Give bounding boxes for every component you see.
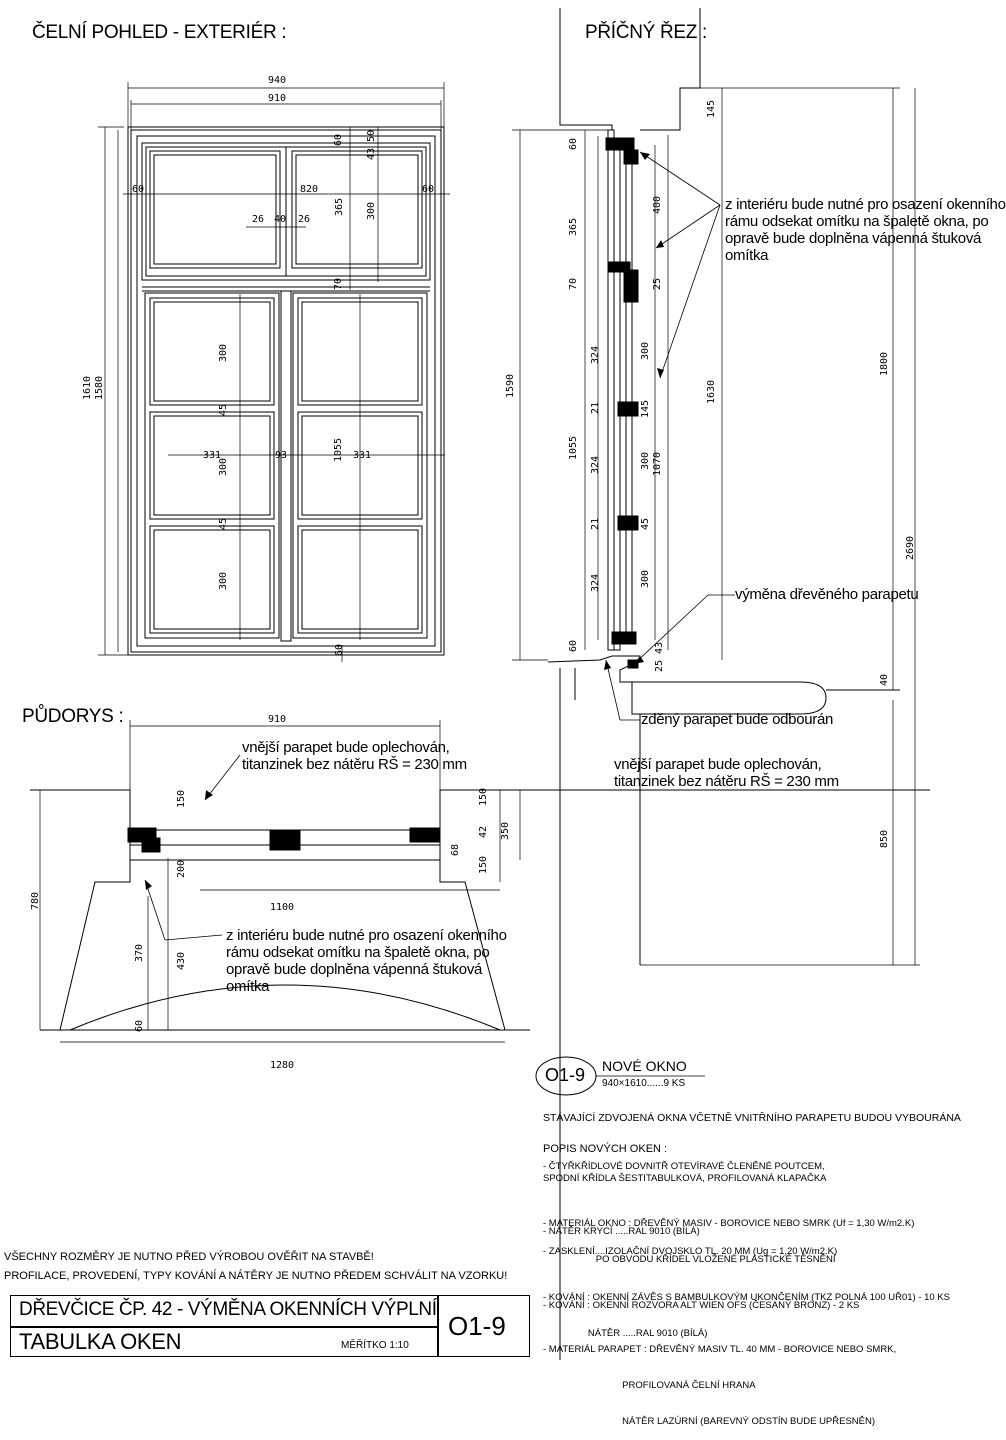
sdim-324-a: 324 — [590, 345, 601, 364]
dim-pane-300-a: 300 — [218, 343, 229, 362]
spec-item-5: - KOVÁNÍ : OKENNÍ ZÁVĚS S BAMBULKOVÝM UKONČENÍM (TKZ POLNÁ 100 UŘ01) - 10 KS NÁTĚR .....RAL 9010 (BÍLÁ) — [543, 1292, 951, 1339]
dim-40: 40 — [274, 214, 287, 225]
note-verify-dimensions: VŠECHNY ROZMĚRY JE NUTNO PŘED VÝROBOU OVĚŘIT NA STAVBĚ! — [4, 1251, 374, 1263]
note-interior-plaster-plan: z interiéru bude nutné pro osazení okenního rámu odsekat omítku na špaletě okna, po opravě bude doplněna vápenná štuková omítka — [226, 927, 507, 995]
dim-60-bottom: 60 — [334, 643, 345, 656]
pdim-1280: 1280 — [270, 1060, 295, 1071]
note-wall-parapet-removed: zděný parapet bude odbourán — [641, 711, 834, 728]
spec-item-7: - MATERIÁL PARAPET : DŘEVĚNÝ MASIV TL. 40 MM - BOROVICE NEBO SMRK, PROFILOVANÁ ČELNÍ HRANA NÁTĚR LAZÚRNÍ (BAREVNÝ ODSTÍN BUDE UPŘESNĚN) — [543, 1344, 897, 1427]
sdim-45: 45 — [640, 517, 651, 530]
title-project: DŘEVČICE ČP. 42 - VÝMĚNA OKENNÍCH VÝPLNÍ — [19, 1299, 437, 1320]
plan-profiles — [128, 828, 440, 852]
title-block — [10, 1295, 530, 1357]
sdim-300-a: 300 — [640, 341, 651, 360]
dim-1580: 1580 — [94, 375, 105, 400]
pdim-1100: 1100 — [270, 902, 295, 913]
note-outer-parapet-section: vnější parapet bude oplechován, titanzinek bez nátěru RŠ = 230 mm — [614, 756, 839, 790]
sdim-60-top: 60 — [568, 137, 579, 150]
dim-rail-45-b: 45 — [218, 517, 229, 530]
spec-item-1: - ČTYŘKŘÍDLOVÉ DOVNITŘ OTEVÍRAVÉ ČLENĚNÉ POUTCEM, SPODNÍ KŘÍDLA ŠESTITABULKOVÁ, PROFILOVANÁ KLAPAČKA — [543, 1161, 827, 1184]
pdim-430: 430 — [176, 951, 187, 970]
sdim-365: 365 — [568, 217, 579, 236]
pdim-200: 200 — [176, 859, 187, 878]
dim-910: 910 — [268, 93, 287, 104]
pdim-42: 42 — [478, 825, 489, 838]
dim-940: 940 — [268, 75, 287, 86]
front-elevation — [128, 127, 444, 655]
spec-description-title: POPIS NOVÝCH OKEN : — [543, 1143, 668, 1155]
cross-section-heading: PŘÍČNÝ ŘEZ : — [585, 22, 708, 43]
title-code: O1-9 — [448, 1311, 506, 1341]
title-scale: MĚŘÍTKO 1:10 — [341, 1340, 409, 1351]
sdim-1800: 1800 — [879, 351, 890, 376]
note-outer-parapet-plan: vnější parapet bude oplechován, titanzinek bez nátěru RŠ = 230 mm — [242, 739, 467, 773]
sdim-21-b: 21 — [590, 517, 601, 530]
sdim-850: 850 — [879, 829, 890, 848]
spec-item-3: - NÁTĚR KRYCÍ .....RAL 9010 (BÍLÁ) — [543, 1226, 700, 1237]
title-sheet: TABULKA OKEN — [19, 1329, 182, 1354]
sdim-40: 40 — [879, 673, 890, 686]
dim-26-a: 26 — [252, 214, 265, 225]
sdim-25-43: 25 43 — [654, 641, 665, 672]
sdim-1630: 1630 — [706, 379, 717, 404]
sdim-70: 70 — [568, 277, 579, 290]
spec-item-2: - MATERIÁL OKNO : DŘEVĚNÝ MASIV - BOROVICE NEBO SMRK (Uf = 1,30 W/m2.K) PO OBVODU KŘÍDEL VLOŽENÉ PLASTICKÉ TĚSNĚNÍ — [543, 1218, 915, 1265]
sdim-324-b: 324 — [590, 455, 601, 474]
dim-1055: 1055 — [333, 437, 344, 462]
sdim-145-b: 145 — [640, 399, 651, 418]
sdim-21-a: 21 — [590, 401, 601, 414]
dim-365: 365 — [334, 197, 345, 216]
dim-43-50: 43 50 — [366, 129, 377, 160]
sdim-145: 145 — [706, 99, 717, 118]
pdim-68: 68 — [450, 843, 461, 856]
dim-300-top: 300 — [366, 201, 377, 220]
pdim-910: 910 — [268, 714, 287, 725]
dim-820: 820 — [300, 184, 319, 195]
sdim-300-c: 300 — [640, 569, 651, 588]
dim-331-b: 331 — [353, 450, 372, 461]
note-approve-sample: PROFILACE, PROVEDENÍ, TYPY KOVÁNÍ A NÁTĚRY JE NUTNO PŘEDEM SCHVÁLIT NA VZORKU! — [4, 1270, 508, 1282]
dim-1610: 1610 — [82, 375, 93, 400]
spec-item-6: - KOVÁNÍ : OKENNÍ ROZVORA ALT WIEN OFS (ČESANÝ BRONZ) - 2 KS — [543, 1300, 860, 1311]
pdim-780: 780 — [30, 891, 41, 910]
spec-item-4: - ZASKLENÍ....IZOLAČNÍ DVOJSKLO TL. 20 MM (Ug = 1,20 W/m2.K) — [543, 1246, 838, 1257]
sdim-1070: 1070 — [652, 451, 663, 476]
sdim-1055: 1055 — [568, 435, 579, 460]
sdim-1590: 1590 — [505, 373, 516, 398]
dim-60-top: 60 — [333, 133, 344, 146]
sdim-324-c: 324 — [590, 573, 601, 592]
pdim-150-b: 150 — [478, 787, 489, 806]
sdim-400: 400 — [652, 195, 663, 214]
dim-331-a: 331 — [203, 450, 222, 461]
legend-size-count: 940×1610......9 KS — [602, 1078, 686, 1089]
pdim-350: 350 — [500, 821, 511, 840]
sdim-2690: 2690 — [905, 535, 916, 560]
legend-code: O1-9 — [545, 1065, 586, 1085]
front-view-heading: ČELNÍ POHLED - EXTERIÉR : — [32, 22, 287, 43]
dim-60-left: 60 — [132, 184, 145, 195]
pdim-60: 60 — [134, 1019, 145, 1032]
dim-70: 70 — [333, 277, 344, 290]
dim-26-b: 26 — [298, 214, 311, 225]
note-interior-plaster-section: z interiéru bude nutné pro osazení okenního rámu odsekat omítku na špaletě okna, po opravě bude doplněna vápenná štuková omítka — [725, 196, 1006, 264]
dim-60-right: 60 — [422, 184, 435, 195]
sdim-300-b: 300 — [640, 451, 651, 470]
sdim-60-bottom: 60 — [568, 639, 579, 652]
dim-93: 93 — [275, 450, 288, 461]
plan-heading: PŮDORYS : — [22, 706, 124, 727]
section-profiles — [606, 138, 638, 668]
dim-rail-45-a: 45 — [218, 403, 229, 416]
spec-demolition: STÁVAJÍCÍ ZDVOJENÁ OKNA VČETNĚ VNITŘNÍHO PARAPETU BUDOU VYBOURÁNA — [543, 1112, 961, 1124]
legend-name: NOVÉ OKNO — [602, 1058, 687, 1074]
sdim-25: 25 — [652, 277, 663, 290]
note-parapet-replacement: výměna dřevěného parapetu — [735, 586, 919, 603]
dim-pane-300-c: 300 — [218, 571, 229, 590]
pdim-150-a: 150 — [176, 789, 187, 808]
pdim-370: 370 — [134, 943, 145, 962]
pdim-150-c: 150 — [478, 855, 489, 874]
dim-pane-300-b: 300 — [218, 457, 229, 476]
